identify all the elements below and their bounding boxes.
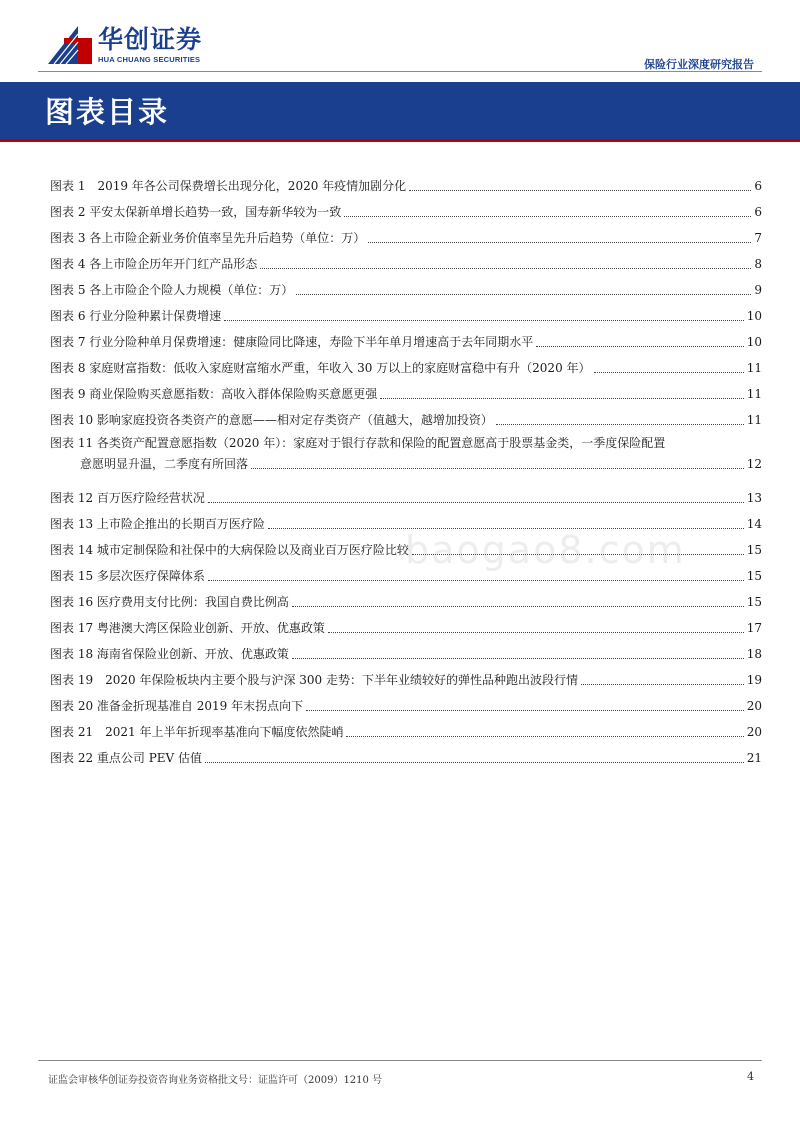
toc-leader-dots [205,762,744,763]
toc-entry-page: 17 [746,621,762,635]
toc-leader-dots [208,502,744,503]
toc-entry-page: 18 [746,647,762,661]
brand-name-en: HUA CHUANG SECURITIES [98,55,201,64]
toc-entry-label: 图表 5 各上市险企个险人力规模（单位：万） [50,283,294,297]
toc-leader-dots [409,190,751,191]
toc-entry[interactable] [50,716,762,742]
toc-entry-label: 图表 22 重点公司 PEV 估值 [50,751,203,765]
banner-accent-line [0,139,800,142]
toc-entry-page: 15 [746,543,762,557]
toc-entry-label: 图表 19 2020 年保险板块内主要个股与沪深 300 走势：下半年业绩较好的弹性品种跑出波段行情 [50,673,578,687]
toc-entry-label: 图表 7 行业分险种单月保费增速：健康险同比降速，寿险下半年单月增速高于去年同期水平 [50,335,534,349]
toc-entry-label-continued: 意愿明显升温，二季度有所回落 [80,457,249,471]
figure-list [50,170,762,768]
toc-entry-page: 12 [746,457,762,471]
watermark: baogao8.com [405,528,686,572]
toc-entry-page: 8 [754,257,762,271]
section-banner [0,82,800,139]
toc-entry[interactable] [50,404,762,430]
toc-leader-dots [581,684,744,685]
toc-leader-dots [292,606,744,607]
toc-leader-dots [306,710,744,711]
toc-entry-label: 图表 12 百万医疗险经营状况 [50,491,205,505]
toc-entry-page: 15 [746,569,762,583]
toc-entry[interactable] [50,378,762,404]
toc-entry-page: 10 [746,335,762,349]
report-type: 保险行业深度研究报告 [644,58,754,71]
toc-entry-label: 图表 1 2019 年各公司保费增长出现分化，2020 年疫情加剧分化 [50,179,407,193]
huachuang-logo-icon [48,20,92,64]
toc-entry[interactable] [50,638,762,664]
toc-leader-dots [380,398,743,399]
section-title: 图表目录 [45,95,170,129]
toc-entry[interactable] [50,326,762,352]
toc-entry-label: 图表 14 城市定制保险和社保中的大病保险以及商业百万医疗险比较 [50,543,409,557]
toc-entry[interactable] [50,742,762,768]
toc-entry-page: 20 [746,725,762,739]
toc-leader-dots [368,242,751,243]
toc-entry[interactable] [50,430,762,482]
toc-entry-page: 20 [746,699,762,713]
toc-entry-label: 图表 18 海南省保险业创新、开放、优惠政策 [50,647,289,661]
toc-entry[interactable] [50,690,762,716]
toc-entry-page: 15 [746,595,762,609]
toc-entry-page: 11 [746,387,762,401]
toc-leader-dots [260,268,751,269]
toc-leader-dots [251,468,744,469]
toc-entry-label: 图表 15 多层次医疗保障体系 [50,569,205,583]
toc-leader-dots [594,372,744,373]
toc-entry[interactable] [50,482,762,508]
toc-leader-dots [328,632,744,633]
toc-entry-label: 图表 3 各上市险企新业务价值率呈先升后趋势（单位：万） [50,231,366,245]
toc-entry-label: 图表 20 准备金折现基准自 2019 年末拐点向下 [50,699,304,713]
toc-entry-page: 6 [754,179,762,193]
toc-entry[interactable] [50,222,762,248]
toc-entry-page: 13 [746,491,762,505]
toc-entry[interactable] [50,248,762,274]
toc-entry-label: 图表 11 各类资产配置意愿指数（2020 年）：家庭对于银行存款和保险的配置意愿高于股票基金类，一季度保险配置 [50,436,666,450]
header-divider [38,71,762,72]
toc-entry[interactable] [50,664,762,690]
toc-entry[interactable] [50,352,762,378]
toc-entry[interactable] [50,196,762,222]
toc-leader-dots [292,658,744,659]
toc-entry-label: 图表 2 平安太保新单增长趋势一致，国寿新华较为一致 [50,205,342,219]
toc-entry-label: 图表 16 医疗费用支付比例：我国自费比例高 [50,595,289,609]
footer-disclaimer: 证监会审核华创证券投资咨询业务资格批文号：证监许可（2009）1210 号 [48,1075,383,1086]
toc-entry-page: 7 [754,231,762,245]
toc-entry-label: 图表 13 上市险企推出的长期百万医疗险 [50,517,265,531]
toc-leader-dots [536,346,743,347]
toc-entry[interactable] [50,586,762,612]
toc-entry-page: 11 [746,413,762,427]
toc-entry-page: 10 [746,309,762,323]
toc-entry-label: 图表 4 各上市险企历年开门红产品形态 [50,257,258,271]
toc-entry-page: 9 [754,283,762,297]
page-number: 4 [747,1070,754,1083]
toc-entry-label: 图表 9 商业保险购买意愿指数：高收入群体保险购买意愿更强 [50,387,378,401]
toc-leader-dots [496,424,744,425]
toc-entry[interactable] [50,612,762,638]
toc-entry-page: 6 [754,205,762,219]
toc-entry[interactable] [50,170,762,196]
footer-divider [38,1060,762,1061]
toc-entry-label: 图表 8 家庭财富指数：低收入家庭财富缩水严重，年收入 30 万以上的家庭财富稳中有升（2020 年） [50,361,591,375]
toc-leader-dots [344,216,751,217]
toc-entry-page: 21 [746,751,762,765]
toc-leader-dots [224,320,743,321]
toc-entry-label: 图表 6 行业分险种累计保费增速 [50,309,222,323]
toc-entry-page: 11 [746,361,762,375]
toc-entry-page: 19 [746,673,762,687]
toc-entry-label: 图表 17 粤港澳大湾区保险业创新、开放、优惠政策 [50,621,325,635]
page-header [0,0,800,72]
brand-name-cn: 华创证券 [98,25,203,54]
toc-entry-label: 图表 10 影响家庭投资各类资产的意愿——相对定存类资产（值越大，越增加投资） [50,413,493,427]
toc-leader-dots [208,580,744,581]
toc-entry[interactable] [50,300,762,326]
toc-entry-page: 14 [746,517,762,531]
toc-leader-dots [296,294,751,295]
toc-leader-dots [346,736,743,737]
toc-entry[interactable] [50,274,762,300]
toc-entry-label: 图表 21 2021 年上半年折现率基准向下幅度依然陡峭 [50,725,344,739]
